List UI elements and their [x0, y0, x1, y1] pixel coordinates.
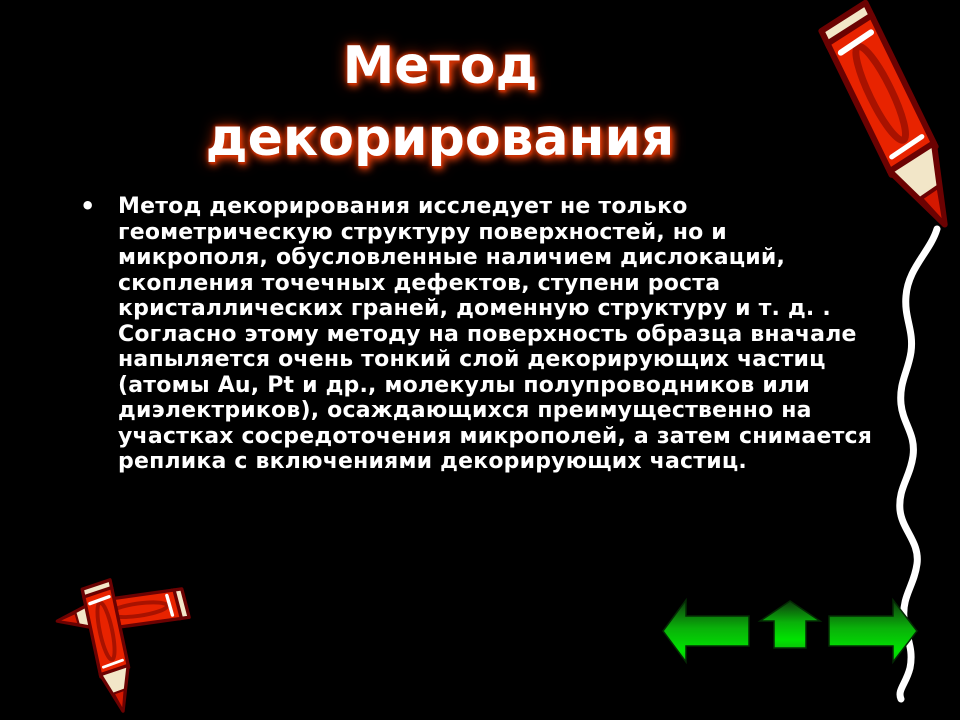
bullet-text-line: Согласно этому методу на поверхность образца вначале: [118, 321, 857, 347]
bullet-text-line: кристаллических граней, доменную структуру и т. д. .: [118, 296, 831, 321]
bullet-text-line: микрополя, обусловленные наличием дислокаций,: [118, 245, 786, 270]
bullet-marker: •: [80, 192, 96, 220]
bullet-text-line: Метод декорирования исследует не только: [118, 194, 688, 219]
bullet-text-line: скопления точечных дефектов, ступени роста: [118, 270, 721, 296]
left-arrow-icon[interactable]: [663, 600, 749, 662]
bullet-text-line: реплика с включениями декорирующих частиц.: [118, 449, 747, 474]
bullet-text-line: участках сосредоточения микрополей, а затем снимается: [118, 423, 873, 449]
bullet-text-line: напыляется очень тонкий слой декорирующих частиц: [118, 347, 826, 372]
page-title-line-1: Метод: [342, 36, 538, 96]
page-title-line-2: декорирования: [205, 108, 675, 168]
nav-back-button[interactable]: [663, 600, 749, 662]
red-pencil-icon: [819, 3, 960, 236]
bullet-text-line: геометрическую структуру поверхностей, но и: [118, 219, 727, 245]
bullet-text-line: диэлектриков), осаждающихся преимущественно на: [118, 398, 812, 423]
bullet-text-line: (атомы Au, Pt и др., молекулы полупроводников или: [118, 372, 810, 398]
up-arrow-icon[interactable]: [760, 601, 820, 648]
nav-home-button[interactable]: [760, 601, 820, 648]
red-crayons-icon: [55, 580, 189, 714]
